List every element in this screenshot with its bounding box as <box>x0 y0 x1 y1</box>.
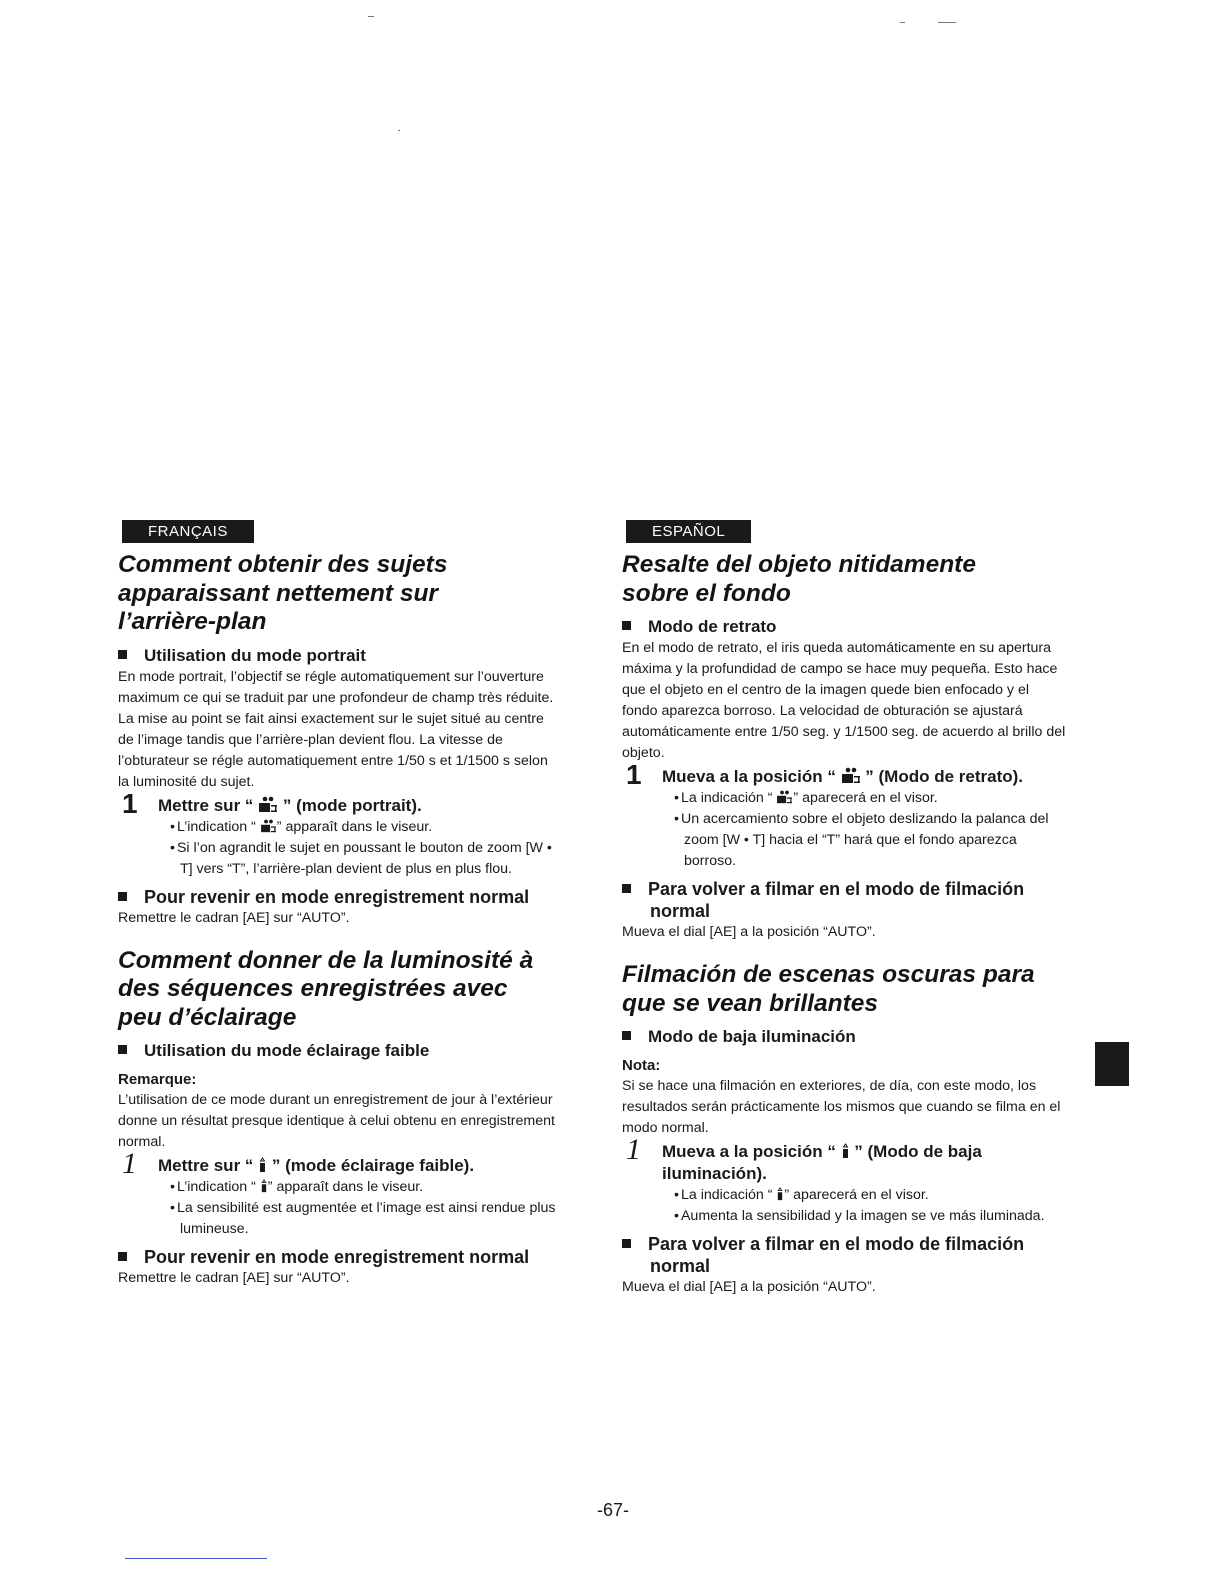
square-bullet-icon <box>622 884 631 893</box>
section-title-low-light: Filmación de escenas oscuras para que se vean brillantes <box>622 961 1035 1017</box>
spanish-column <box>622 520 1067 1298</box>
page-edge-tab <box>1095 1042 1129 1086</box>
subhead-low-light-mode: Modo de baja iluminación <box>622 1026 1067 1048</box>
step-title: Mettre sur “ ” (mode portrait). <box>158 795 422 815</box>
scan-speck <box>900 22 905 23</box>
step-number: 1 <box>626 1133 641 1166</box>
portrait-description: En mode portrait, l’objectif se régle automatiquement sur l’ouverture maximum ce qui se traduit par une profondeur de champ très réduite. La mise au point se fait ainsi exactement sur le sujet situé au centre de l’image tandis que l’arrière-plan devient flou. La vitesse de l’obturateur se régle automatiquement entre 1/50 s et 1/1500 s selon la luminosité du sujet. <box>118 668 554 790</box>
language-tab-french: FRANÇAIS <box>122 520 254 543</box>
step-title: Mettre sur “ ” (mode éclairage faible). <box>158 1156 475 1175</box>
step-portrait <box>118 787 558 880</box>
step-number: 1 <box>122 787 138 819</box>
subhead-return-normal: Para volver a filmar en el modo de filmación normal <box>622 1233 1067 1277</box>
portrait-mode-icon <box>260 819 277 833</box>
note-body: Si se hace una filmación en exteriores, de día, con este modo, los resultados serán prácticamente los mismos que cuando se filma en el modo normal. <box>622 1078 1061 1136</box>
portrait-description: En el modo de retrato, el iris queda automáticamente en su apertura máxima y la profundidad de campo se hace muy pequeña. Esto hace que el objeto en el centro de la imagen quede bien enfocado y el fondo aparezca borroso. La velocidad de obturación se ajustará automáticamente entre 1/50 seg. y 1/1500 seg. de acuerdo al brillo del objeto. <box>622 640 1066 761</box>
step-bullets <box>158 1177 558 1240</box>
list-item: • Aumenta la sensibilidad y la imagen se ve más iluminada. <box>672 1206 1067 1227</box>
note-label: Nota: <box>622 1057 661 1074</box>
step-number: 1 <box>122 1147 137 1180</box>
subhead-low-light-mode: Utilisation du mode éclairage faible <box>118 1040 558 1062</box>
square-bullet-icon <box>622 1031 631 1040</box>
scan-speck <box>938 22 956 23</box>
step-title: Mueva a la posición “ ” (Modo de baja iluminación). <box>662 1142 982 1183</box>
step-bullets <box>662 788 1067 872</box>
portrait-mode-icon <box>776 790 793 804</box>
french-column <box>118 520 558 1289</box>
list-item: • Un acercamiento sobre el objeto deslizando la palanca del zoom [W • T] hacia el “T” hará que el fondo aparezca borroso. <box>672 809 1067 872</box>
list-item: • Si l’on agrandit le sujet en poussant le bouton de zoom [W • T] vers “T”, l’arrière-plan devient de plus en plus flou. <box>168 838 558 880</box>
subhead-return-normal: Pour revenir en mode enregistrement normal <box>118 1246 558 1268</box>
portrait-mode-icon <box>841 767 861 784</box>
square-bullet-icon <box>118 1252 127 1261</box>
step-low-light <box>622 1133 1067 1227</box>
low-light-mode-icon <box>260 1179 268 1193</box>
list-item: • La sensibilité est augmentée et l’image est ainsi rendue plus lumineuse. <box>168 1198 558 1240</box>
square-bullet-icon <box>118 1045 127 1054</box>
scan-speck <box>398 130 400 131</box>
section-title-low-light: Comment donner de la luminosité à des séquences enregistrées avec peu d’éclairage <box>118 946 534 1031</box>
square-bullet-icon <box>622 1239 631 1248</box>
note-label: Remarque: <box>118 1071 197 1088</box>
list-item: • La indicación “ ” aparecerá en el visor. <box>672 1185 1067 1206</box>
page-number: -67- <box>596 1500 629 1520</box>
section-title-portrait: Resalte del objeto nitidamente sobre el fondo <box>622 551 976 607</box>
square-bullet-icon <box>118 650 127 659</box>
section-title-portrait: Comment obtenir des sujets apparaissant nettement sur l’arrière-plan <box>118 551 448 635</box>
step-low-light <box>118 1147 558 1240</box>
step-number: 1 <box>626 759 642 790</box>
square-bullet-icon <box>118 892 127 901</box>
square-bullet-icon <box>622 621 631 630</box>
scan-speck <box>368 16 374 17</box>
low-light-mode-icon <box>841 1143 850 1159</box>
subhead-portrait-mode: Modo de retrato <box>622 616 1067 638</box>
note-body: L’utilisation de ce mode durant un enregistrement de jour à l’extérieur donne un résultat presque identique à celui obtenu en enregistrement normal. <box>118 1092 555 1150</box>
list-item: • La indicación “ ” aparecerá en el visor. <box>672 788 1067 809</box>
return-instruction: Mueva el dial [AE] a la posición “AUTO”. <box>622 1279 876 1295</box>
step-bullets <box>662 1185 1067 1227</box>
subhead-portrait-mode: Utilisation du mode portrait <box>118 645 558 667</box>
step-title: Mueva a la posición “ ” (Modo de retrato). <box>662 767 1024 786</box>
subhead-return-normal: Para volver a filmar en el modo de filmación normal <box>622 878 1067 922</box>
return-instruction: Remettre le cadran [AE] sur “AUTO”. <box>118 909 350 926</box>
subhead-return-normal: Pour revenir en mode enregistrement normal <box>118 886 558 908</box>
list-item: • L’indication “ ” apparaît dans le viseur. <box>168 1177 558 1198</box>
list-item: • L’indication “ ” apparaît dans le viseur. <box>168 817 558 838</box>
step-portrait <box>622 759 1067 872</box>
portrait-mode-icon <box>258 796 278 813</box>
footer-rule <box>125 1558 267 1559</box>
low-light-mode-icon <box>258 1157 267 1173</box>
return-instruction: Remettre le cadran [AE] sur “AUTO”. <box>118 1270 350 1286</box>
step-bullets <box>158 817 558 880</box>
return-instruction: Mueva el dial [AE] a la posición “AUTO”. <box>622 924 876 940</box>
language-tab-spanish: ESPAÑOL <box>626 520 751 543</box>
